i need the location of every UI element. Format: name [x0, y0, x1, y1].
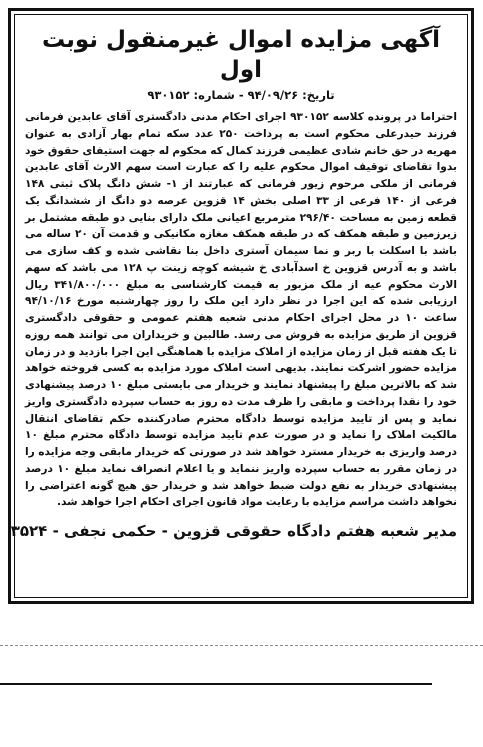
- dashed-divider: [0, 645, 483, 646]
- notice-body: احتراما در پرونده کلاسه ۹۳۰۱۵۲ اجرای احکام مدنی دادگستری آقای عابدین فرمانی فرزند حیدرعلی محکوم است به پرداخت ۲۵۰ عدد سکه تمام بهار آزادی به عنوان مهریه در حق خانم شادی عظیمی فرزند کمال که محکوم له جهت استیفای حقوق خود بدوا تقاضای توقیف اموال محکوم علیه را که عبارت است سهم الارث آقای عابدین فرمانی از ملکی مرحوم زیور فرمانی که عبارتند از ۱- شش دانگ پلاک ثبتی ۱۴۸ فرعی از ۱۴۰ فرعی از ۳۳ اصلی بخش ۱۴ قزوین عرصه دو دانگ از ششدانگ یک قطعه زمین به مساحت ۲۹۶/۴۰ مترمربع اعیانی ملک دارای بنایی دو طبقه مشتمل بر زیرزمین و طبقه همکف که در طبقه همکف مغازه مکانیکی و قدمت آن ۲۰ ساله می باشد با اسکلت با ربر و نما سیمان آستری داخل بنا نقاشی شده و کف سازی می باشد و به آدرس قزوین خ اسدآبادی خ شیشه کوچه زینت پ ۱۲۸ می باشد که سهم الارث محکوم عیه از ملک مزبور به قیمت کارشناسی به مبلغ ۳۴۱/۸۰۰/۰۰۰ ریال ارزیابی شده که این اجرا در نظر دارد این ملک را روز چهارشنبه مورخ ۹۴/۱۰/۱۶ ساعت ۱۰ در محل اجرای احکام مدنی شعبه هفتم عمومی و حقوقی دادگستری قزوین از طریق مزایده به فروش می رسد. طالبین و خریداران می توانند همه روزه تا یک هفته قبل از زمان مزایده از املاک مزایده با هماهنگی این اجرا بازدید و در زمان مزایده حضور اشرکت نمایند. بدیهی است املاک مورد مزایده به کسی فروخته خواهد شد که بالاترین مبلغ را پیشنهاد نمایند و خریدار می بایستی مبلغ ۱۰ درصد پیشنهادی خود را نقدا پرداخت و مابقی را ظرف مدت ده روز به حساب سپرده دادگستری واریز نماید و پس از تایید مزایده توسط دادگاه محترم صادرکننده حکم تقاضای انتقال مالکیت املاک را نماید و در صورت عدم تایید مزایده توسط دادگاه محترم مبلغ ۱۰ درصد واریزی به خریدار مسترد خواهد شد در صورتی که خریدار مابقی وجه مزایده را در زمان مقرر به حساب سپرده واریز ننماید و یا اعلام انصراف نماید مبلغ ۱۰ درصد پیشنهادی خریدار به نفع دولت ضبط خواهد شد و خریدار حق هیچ گونه اعتراضی را نخواهد داشت مراسم مزایده با رعایت مواد قانون اجرای احکام اجرا خواهد شد.: [25, 111, 458, 509]
- notice-title: آگهی مزایده اموال غیرمنقول نوبت اول: [41, 27, 441, 83]
- notice-date-number: تاریخ: ۹۴/۰۹/۲۶ - شماره: ۹۳۰۱۵۲: [147, 88, 335, 102]
- auction-notice: [8, 8, 474, 604]
- notice-signature: مدیر شعبه هفتم دادگاه حقوقی قزوین - حکمی نجفی - ۳۵۲۴: [10, 522, 457, 540]
- solid-divider: [0, 683, 432, 685]
